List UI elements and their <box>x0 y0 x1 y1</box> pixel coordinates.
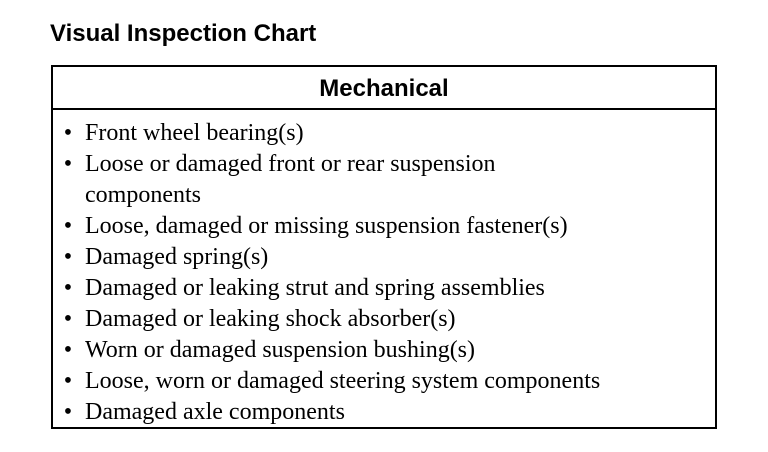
inspection-item <box>53 273 715 304</box>
bullet-icon: • <box>63 399 73 425</box>
inspection-item <box>53 211 715 242</box>
bullet-icon: • <box>63 213 73 239</box>
inspection-item-list <box>53 110 715 428</box>
bullet-icon: • <box>63 151 73 177</box>
inspection-item <box>53 242 715 273</box>
inspection-item <box>53 397 715 428</box>
chart-title: Visual Inspection Chart <box>50 20 317 47</box>
inspection-item <box>53 335 715 366</box>
bullet-icon: • <box>63 275 73 301</box>
bullet-icon: • <box>63 306 73 332</box>
inspection-item-text: Damaged or leaking shock absorber(s) <box>85 306 456 332</box>
inspection-item-text: Loose, worn or damaged steering system components <box>85 368 601 394</box>
inspection-item <box>53 118 715 149</box>
inspection-item-text: Worn or damaged suspension bushing(s) <box>85 337 476 363</box>
bullet-icon: • <box>63 337 73 363</box>
inspection-item-text: Loose or damaged front or rear suspension components <box>85 151 496 208</box>
inspection-item-text: Loose, damaged or missing suspension fastener(s) <box>85 213 568 239</box>
inspection-item <box>53 149 715 211</box>
inspection-item <box>53 366 715 397</box>
bullet-icon: • <box>63 120 73 146</box>
bullet-icon: • <box>63 368 73 394</box>
inspection-item <box>53 304 715 335</box>
inspection-item-text: Damaged spring(s) <box>85 244 269 270</box>
inspection-table <box>51 65 717 429</box>
inspection-item-text: Damaged axle components <box>85 399 345 425</box>
table-header-mechanical: Mechanical <box>53 67 715 110</box>
inspection-item-text: Damaged or leaking strut and spring assemblies <box>85 275 545 301</box>
bullet-icon: • <box>63 244 73 270</box>
inspection-item-text: Front wheel bearing(s) <box>85 120 304 146</box>
